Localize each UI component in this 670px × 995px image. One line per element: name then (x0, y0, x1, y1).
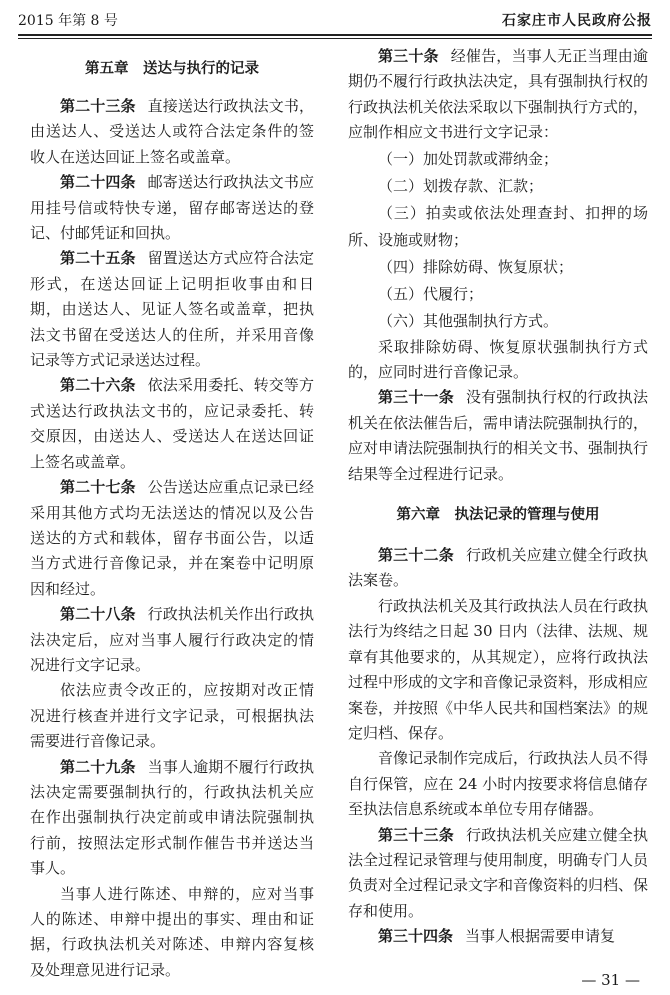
article-30-item-2: （二）划拨存款、汇款； (378, 176, 544, 195)
article-24-text: 邮寄送达行政执法文书应用挂号信或特快专递，留存邮寄送达的登记、付邮凭证和回执。 (30, 173, 314, 243)
article-30-item-3: （三）拍卖或依法处理查封、扣押的场所、设施或财物； (348, 203, 648, 249)
article-28 (30, 602, 314, 678)
article-30-item-5: （五）代履行； (378, 284, 484, 303)
article-26 (30, 373, 314, 475)
article-32 (348, 543, 648, 594)
article-28-paragraph-2: 依法应责令改正的，应按期对改正情况进行核查并进行文字记录，可根据执法需要进行音像记录。 (30, 681, 314, 751)
article-29-paragraph-2: 当事人进行陈述、申辩的，应对当事人的陈述、申辩中提出的事实、理由和证据，行政执法机关对陈述、申辩内容复核及处理意见进行记录。 (30, 884, 314, 979)
article-27 (30, 475, 314, 602)
article-23-number: 第二十三条 (60, 97, 136, 115)
article-33-number: 第三十三条 (378, 825, 454, 844)
article-29 (30, 755, 314, 882)
article-30-text: 经催告，当事人无正当理由逾期仍不履行行政执法决定，具有强制执行权的行政执法机关依法采取以下强制执行方式的，应制作相应文书进行文字记录： (348, 47, 649, 142)
article-23-text: 直接送达行政执法文书，由送达人、受送达人或符合法定条件的签收人在送达回证上签名或盖章。 (30, 97, 314, 166)
article-30-item-1: （一）加处罚款或滞纳金； (378, 149, 559, 168)
article-34-text: 当事人根据需要申请复 (465, 927, 616, 946)
article-29-number: 第二十九条 (60, 757, 136, 776)
left-column (30, 44, 314, 983)
publication-title: 石家庄市人民政府公报 (502, 13, 652, 29)
article-28-text: 行政执法机关作出行政执法决定后，应对当事人履行行政决定的情况进行文字记录。 (30, 605, 314, 674)
right-column (348, 44, 648, 950)
article-23 (30, 94, 314, 170)
page-header (18, 6, 652, 34)
page-number: — 31 — (581, 971, 640, 989)
article-28-number: 第二十八条 (60, 605, 136, 624)
article-33 (348, 823, 648, 925)
article-25-number: 第二十五条 (60, 249, 136, 268)
article-30 (348, 44, 648, 146)
article-31-number: 第三十一条 (378, 388, 454, 407)
chapter-5-title: 第五章 送达与执行的记录 (85, 61, 259, 77)
article-25-text: 留置送达方式应符合法定形式，在送达回证上记明拒收事由和日期，由送达人、见证人签名或盖章，把执法文书留在受送达人的住所，并采用音像记录等方式记录送达过程。 (30, 249, 314, 370)
article-32-number: 第三十二条 (378, 546, 454, 565)
article-32-paragraph-2: 行政执法机关及其行政执法人员在行政执法行为终结之日起 30 日内（法律、法规、规章有其他要求的，从其规定），应将行政执法过程中形成的文字和音像记录资料，形成相应案卷，并按照《中华人民共和国档案法》的规定归档、保存。 (348, 596, 649, 742)
article-34-number: 第三十四条 (378, 927, 454, 946)
article-29-text: 当事人逾期不履行行政执法决定需要强制执行的，行政执法机关应在作出强制执行决定前或申请法院强制执行前，按照法定形式制作催告书并送达当事人。 (30, 757, 314, 878)
article-32-paragraph-3: 音像记录制作完成后，行政执法人员不得自行保管，应在 24 小时内按要求将信息储存至执法信息系统或本单位专用存储器。 (348, 749, 649, 819)
article-34 (348, 924, 648, 949)
article-24 (30, 170, 314, 246)
article-27-text: 公告送达应重点记录已经采用其他方式均无法送达的情况以及公告送达的方式和载体，留存书面公告，以适当方式进行音像记录，并在案卷中记明原因和经过。 (30, 478, 314, 598)
article-26-number: 第二十六条 (60, 376, 136, 395)
article-24-number: 第二十四条 (60, 173, 136, 192)
issue-label: 2015 年第 8 号 (18, 13, 118, 29)
article-26-text: 依法采用委托、转交等方式送达行政执法文书的，应记录委托、转交原因，由送达人、受送达人在送达回证上签名或盖章。 (30, 376, 314, 471)
article-30-number: 第三十条 (378, 47, 439, 65)
article-31-text: 没有强制执行权的行政执法机关在依法催告后，需申请法院强制执行的，应对申请法院强制执行的相关文书、强制执行结果等全过程进行记录。 (348, 388, 649, 483)
article-32-text: 行政机关应建立健全行政执法案卷。 (348, 546, 648, 590)
chapter-6-title: 第六章 执法记录的管理与使用 (396, 507, 600, 524)
article-30-item-6: （六）其他强制执行方式。 (378, 311, 559, 330)
article-31 (348, 385, 648, 487)
article-25 (30, 246, 314, 373)
article-30-item-4: （四）排除妨碍、恢复原状； (378, 257, 574, 276)
header-rule-thin (18, 38, 652, 39)
article-30-paragraph-2: 采取排除妨碍、恢复原状强制执行方式的，应同时进行音像记录。 (348, 337, 648, 382)
header-rule-thick (18, 34, 652, 36)
article-27-number: 第二十七条 (60, 478, 136, 497)
article-33-text: 行政执法机关应建立健全执法全过程记录管理与使用制度，明确专门人员负责对全过程记录文字和音像资料的归档、保存和使用。 (348, 825, 649, 920)
